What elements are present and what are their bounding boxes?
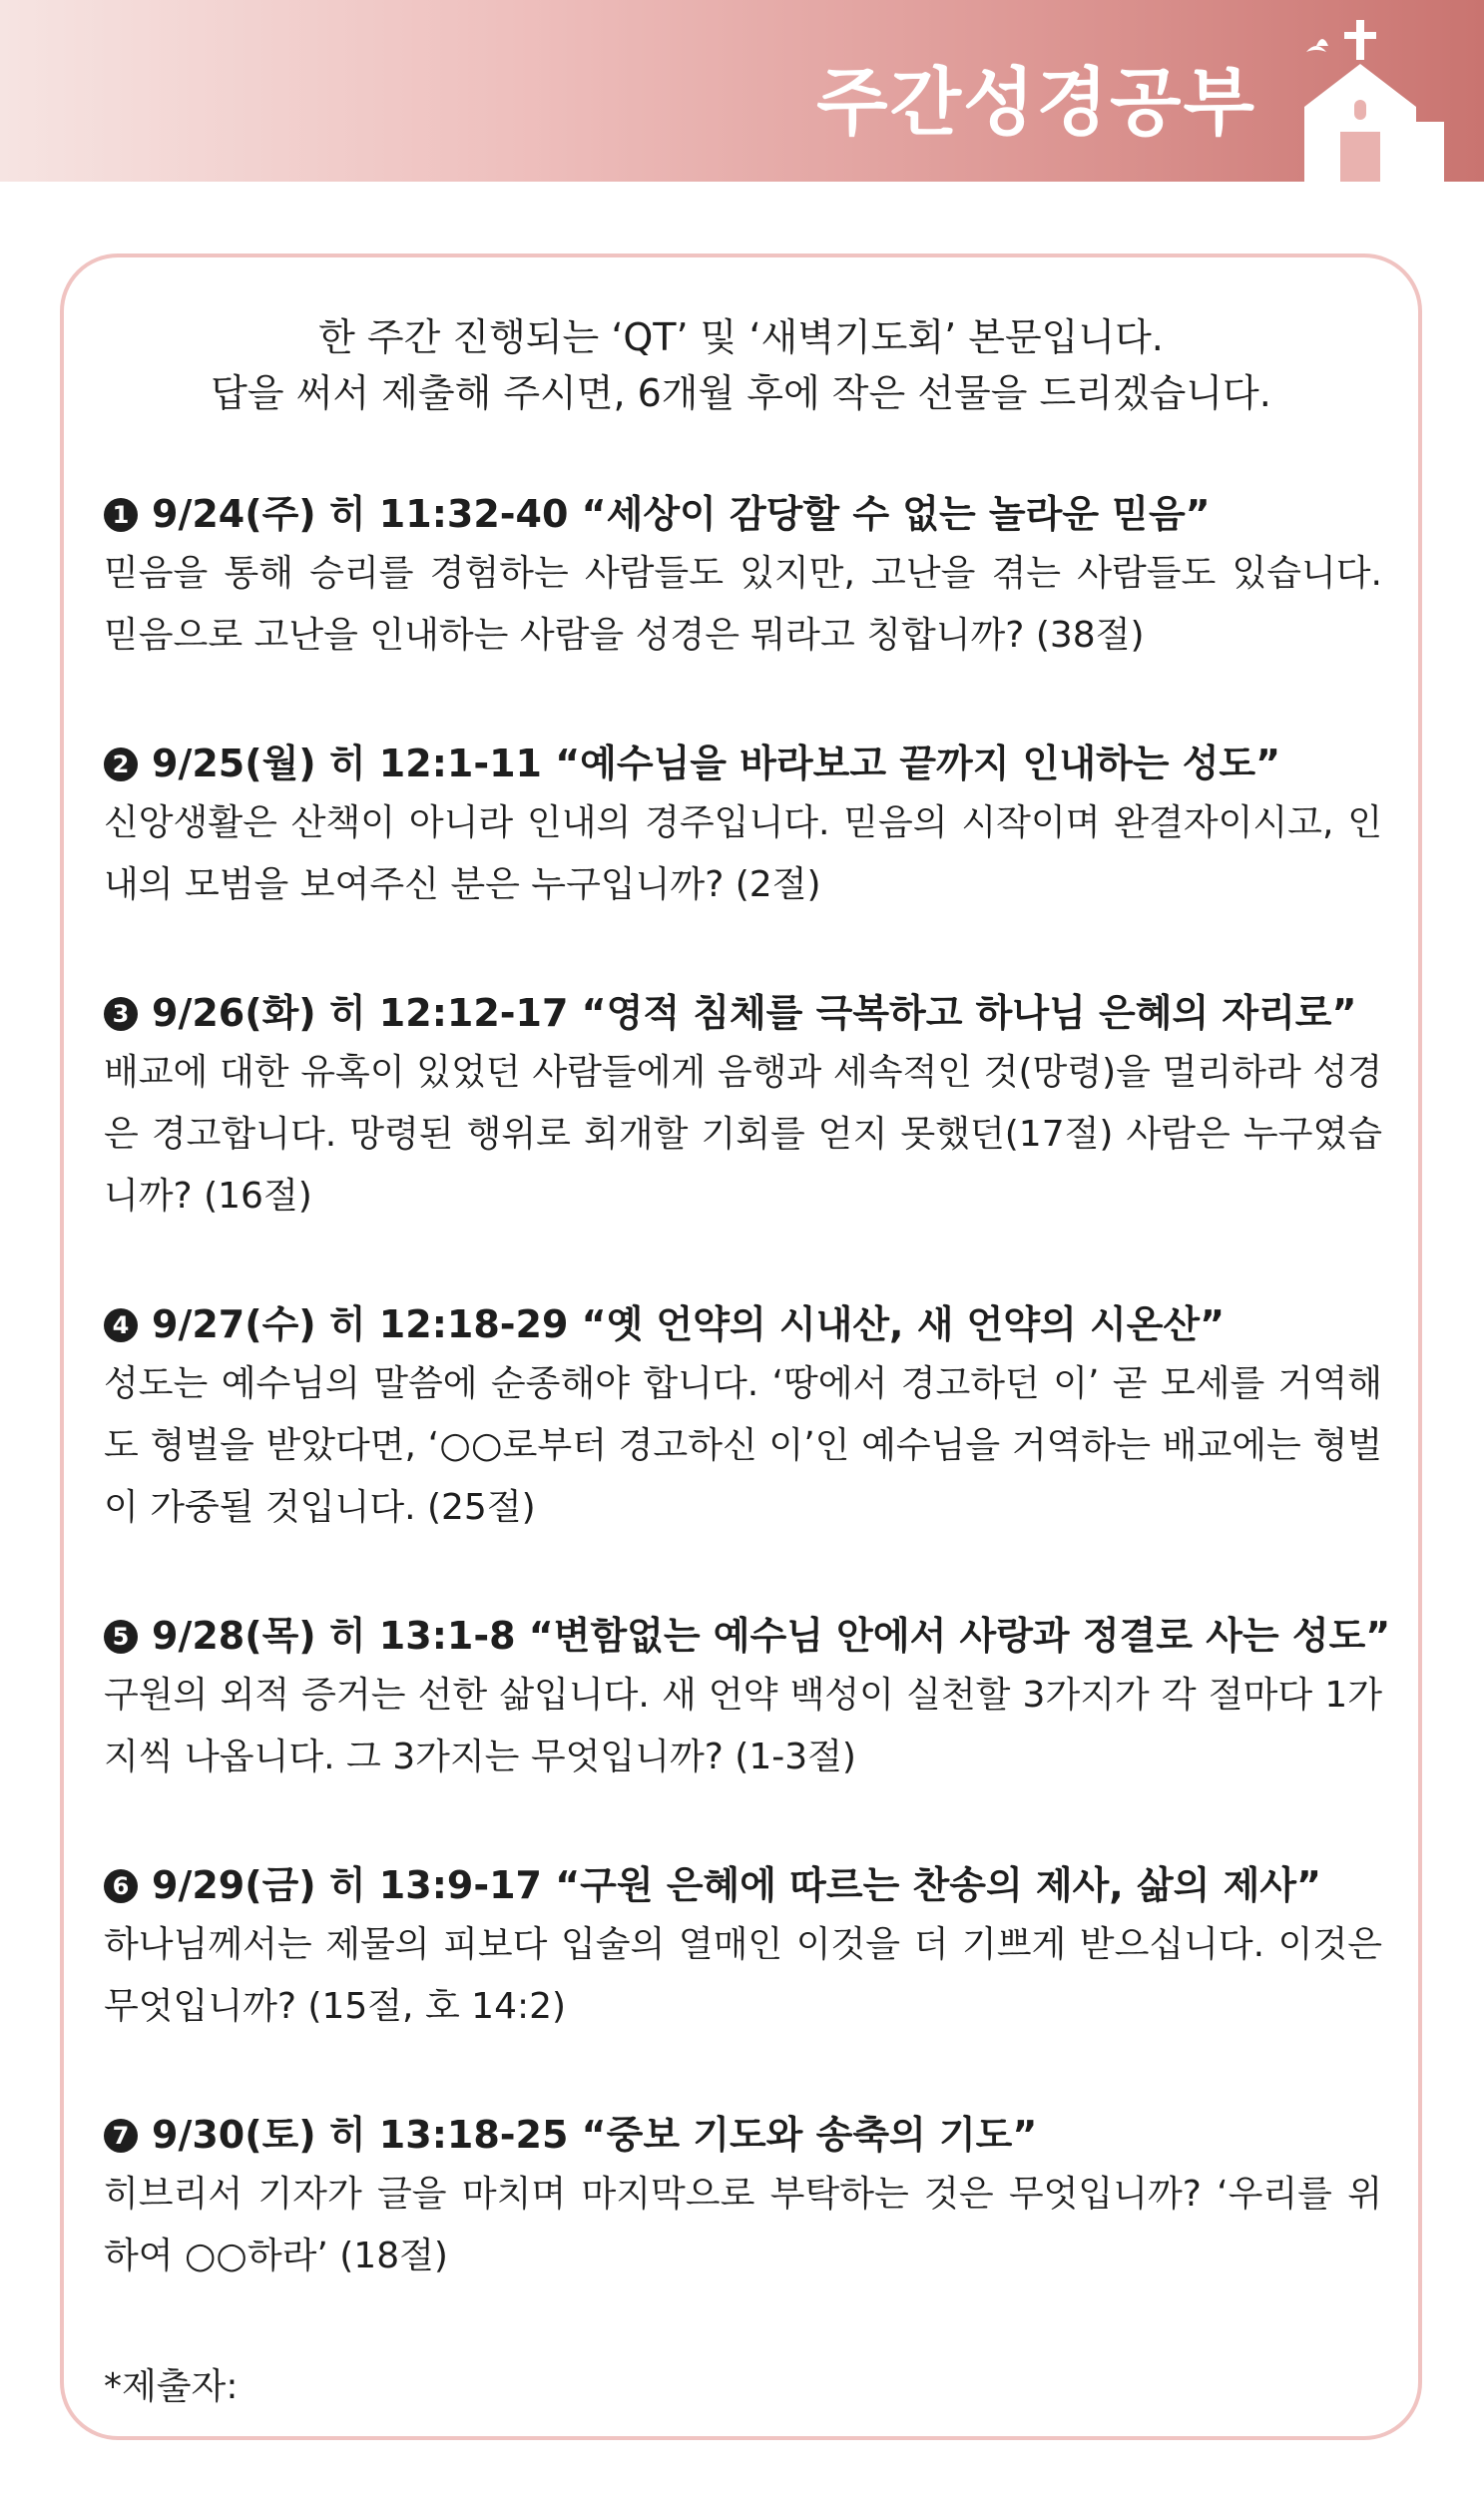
- section-title: [104, 2106, 1382, 2164]
- section-title: [104, 485, 1382, 543]
- section-heading: 9/26(화) 히 12:12-17 “영적 침체를 극복하고 하나님 은혜의 자리로”: [152, 991, 1357, 1035]
- study-section-5: [104, 1607, 1391, 1788]
- section-heading: 9/24(주) 히 11:32-40 “세상이 감당할 수 없는 놀라운 믿음”: [152, 492, 1211, 536]
- section-number: 7: [104, 2119, 138, 2153]
- study-section-4: [104, 1295, 1382, 1539]
- section-number: 3: [104, 997, 138, 1031]
- section-question: 하나님께서는 제물의 피보다 입술의 열매인 이것을 더 기쁘게 받으십니다. 이것은 무엇입니까? (15절, 호 14:2): [104, 1924, 1382, 2027]
- section-number: 2: [104, 748, 138, 781]
- study-section-7: [104, 2106, 1382, 2287]
- page-title: 주간성경공부: [816, 60, 1256, 146]
- intro-line-1: 한 주간 진행되는 ‘QT’ 및 ‘새벽기도회’ 본문입니다.: [318, 315, 1164, 359]
- header-divider: [0, 182, 1484, 186]
- study-section-1: [104, 485, 1382, 667]
- submitter-field[interactable]: *제출자:: [104, 2366, 239, 2407]
- study-section-2: [104, 735, 1382, 916]
- section-title: [104, 1295, 1382, 1353]
- page-header: [0, 0, 1484, 186]
- section-title: [104, 984, 1382, 1042]
- section-number: 1: [104, 498, 138, 532]
- section-question: 믿음을 통해 승리를 경험하는 사람들도 있지만, 고난을 겪는 사람들도 있습니다. 믿음으로 고난을 인내하는 사람을 성경은 뭐라고 칭합니까? (38절): [104, 553, 1382, 656]
- section-number: 5: [104, 1620, 138, 1654]
- section-question: 히브리서 기자가 글을 마치며 마지막으로 부탁하는 것은 무엇입니까? ‘우리를 위하여 ○○하라’ (18절): [104, 2174, 1382, 2276]
- section-title: [104, 735, 1382, 792]
- study-section-6: [104, 1856, 1382, 2038]
- section-heading: 9/30(토) 히 13:18-25 “중보 기도와 송축의 기도”: [152, 2113, 1038, 2157]
- section-question: 구원의 외적 증거는 선한 삶입니다. 새 언약 백성이 실천할 3가지가 각 절마다 1가지씩 나옵니다. 그 3가지는 무엇입니까? (1-3절): [104, 1675, 1382, 1777]
- section-number: 6: [104, 1869, 138, 1903]
- intro-line-2: 답을 써서 제출해 주시면, 6개월 후에 작은 선물을 드리겠습니다.: [211, 371, 1271, 415]
- section-heading: 9/28(목) 히 13:1-8 “변함없는 예수님 안에서 사랑과 정결로 사는 성도”: [152, 1614, 1391, 1658]
- section-question: 성도는 예수님의 말씀에 순종해야 합니다. ‘땅에서 경고하던 이’ 곧 모세를 거역해도 형벌을 받았다면, ‘○○로부터 경고하신 이’인 예수님을 거역하는 배교에는 형벌이 가중될 것입니다. (25절): [104, 1363, 1382, 1528]
- church-icon: [1284, 12, 1444, 186]
- intro-text: [64, 309, 1418, 421]
- content-card: [60, 253, 1422, 2440]
- section-title: [104, 1856, 1382, 1914]
- section-heading: 9/29(금) 히 13:9-17 “구원 은혜에 따르는 찬송의 제사, 삶의 제사”: [152, 1863, 1322, 1907]
- section-heading: 9/25(월) 히 12:1-11 “예수님을 바라보고 끝까지 인내하는 성도”: [152, 742, 1281, 785]
- section-heading: 9/27(수) 히 12:18-29 “옛 언약의 시내산, 새 언약의 시온산”: [152, 1302, 1226, 1346]
- section-question: 배교에 대한 유혹이 있었던 사람들에게 음행과 세속적인 것(망령)을 멀리하라 성경은 경고합니다. 망령된 행위로 회개할 기회를 얻지 못했던(17절) 사람은 누구였습니까? (16절): [104, 1052, 1382, 1217]
- section-question: 신앙생활은 산책이 아니라 인내의 경주입니다. 믿음의 시작이며 완결자이시고, 인내의 모범을 보여주신 분은 누구입니까? (2절): [104, 802, 1382, 905]
- study-section-3: [104, 984, 1382, 1228]
- section-title: [104, 1607, 1391, 1665]
- section-number: 4: [104, 1308, 138, 1342]
